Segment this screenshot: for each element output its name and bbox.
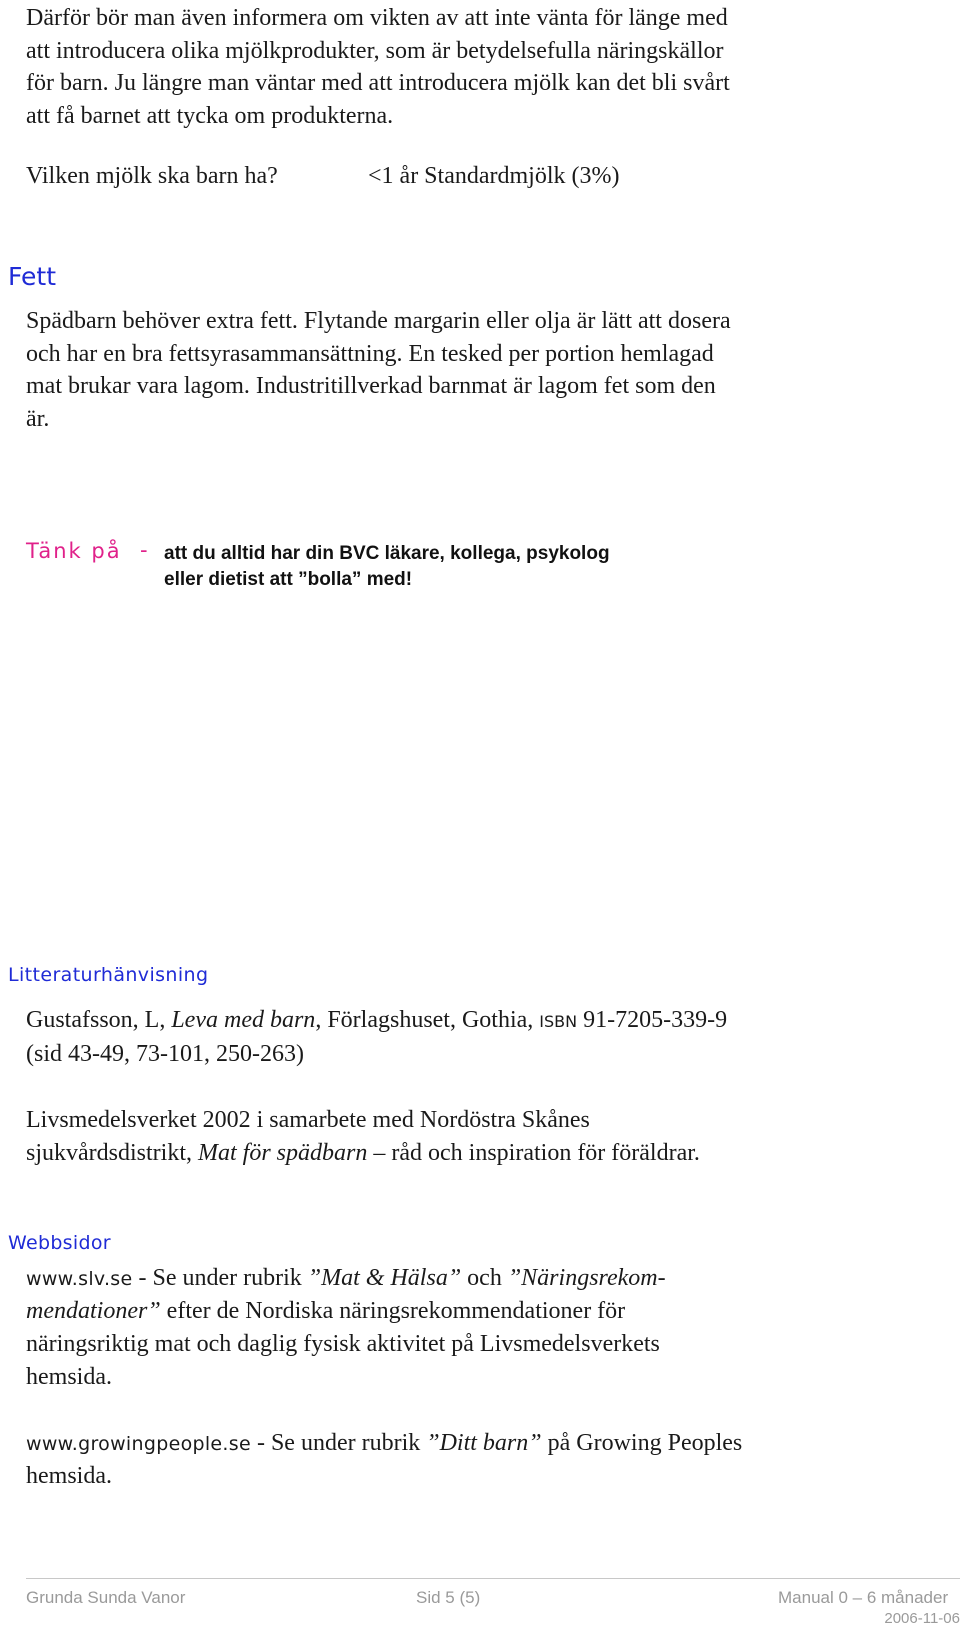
fett-line: och har en bra fettsyrasammansättning. En tesked per portion hemlagad (26, 340, 714, 367)
section-heading-webbsidor: Webbsidor (8, 1232, 111, 1254)
intro-paragraph (26, 2, 946, 132)
intro-line: Därför bör man även informera om vikten av att inte vänta för länge med (26, 5, 728, 31)
growing-line2: hemsida. (26, 1463, 112, 1489)
growing-text: på Growing Peoples (541, 1430, 743, 1456)
slv-text: efter de Nordiska näringsrekommendationer för (160, 1298, 626, 1324)
reference-livsmedelsverket-line1: Livsmedelsverket 2002 i samarbete med Nordöstra Skånes (26, 1107, 590, 1133)
footer-divider (26, 1578, 960, 1579)
fett-line: mat brukar vara lagom. Industritillverkad barnmat är lagom fet som den (26, 373, 716, 399)
ref-title: Leva med barn (171, 1007, 316, 1033)
slv-line3: näringsriktig mat och daglig fysisk aktivitet på Livsmedelsverkets (26, 1331, 660, 1357)
ref-publisher: , Förlagshuset, Gothia, (315, 1007, 540, 1033)
reference-gustafsson (26, 1004, 727, 1039)
tank-pa-label: Tänk på (26, 539, 122, 563)
section-heading-fett: Fett (8, 262, 56, 291)
fett-line: Spädbarn behöver extra fett. Flytande margarin eller olja är lätt att dosera (26, 308, 731, 334)
slv-text: - Se under rubrik (132, 1265, 308, 1291)
slv-line1 (26, 1262, 666, 1296)
ref2-title: Mat för spädbarn (198, 1140, 368, 1166)
intro-line: att få barnet att tycka om produkterna. (26, 102, 394, 129)
ref2-suffix: – råd och inspiration för föräldrar. (367, 1140, 700, 1166)
ref-isbn: 91-7205-339-9 (577, 1007, 728, 1033)
intro-line: för barn. Ju längre man väntar med att introducera mjölk kan det bli svårt (26, 70, 730, 96)
footer-date: 2006-11-06 (884, 1610, 960, 1627)
fett-line: är. (26, 405, 50, 432)
slv-rubrik-1: ”Mat & Hälsa” (307, 1265, 462, 1291)
ref2-prefix: sjukvårdsdistrikt, (26, 1140, 198, 1166)
growingpeople-link[interactable]: www.growingpeople.se (26, 1433, 251, 1455)
section-heading-litteratur: Litteraturhänvisning (8, 964, 209, 986)
tank-pa-dash: - (140, 538, 148, 562)
fett-paragraph (26, 305, 946, 435)
intro-line: att introducera olika mjölkprodukter, som är betydelsefulla näringskällor (26, 37, 724, 64)
slv-line4: hemsida. (26, 1364, 112, 1390)
slv-rubrik-2-cont: mendationer” (26, 1298, 161, 1324)
milk-question: Vilken mjölk ska barn ha? (26, 163, 278, 189)
footer-right: Manual 0 – 6 månader (778, 1588, 949, 1607)
tank-pa-text-line1: att du alltid har din BVC läkare, kollega, psykolog (164, 543, 610, 564)
milk-answer: <1 år Standardmjölk (3%) (368, 163, 620, 189)
slv-text: och (461, 1265, 508, 1291)
reference-livsmedelsverket-line2 (26, 1137, 700, 1170)
slv-line2 (26, 1295, 625, 1328)
tank-pa-text-line2: eller dietist att ”bolla” med! (164, 569, 413, 590)
footer-page-number: Sid 5 (5) (416, 1588, 481, 1607)
ref-isbn-label: ISBN (539, 1012, 578, 1031)
slv-rubrik-2: ”Näringsrekom- (507, 1265, 666, 1291)
growing-text: - Se under rubrik (250, 1430, 427, 1456)
growing-rubrik: ”Ditt barn” (426, 1430, 542, 1456)
slv-link[interactable]: www.slv.se (26, 1268, 133, 1290)
footer-left: Grunda Sunda Vanor (26, 1588, 186, 1607)
ref-author: Gustafsson, L, (26, 1007, 172, 1033)
ref-pages: (sid 43-49, 73-101, 250-263) (26, 1041, 304, 1067)
growing-line1 (26, 1427, 742, 1461)
